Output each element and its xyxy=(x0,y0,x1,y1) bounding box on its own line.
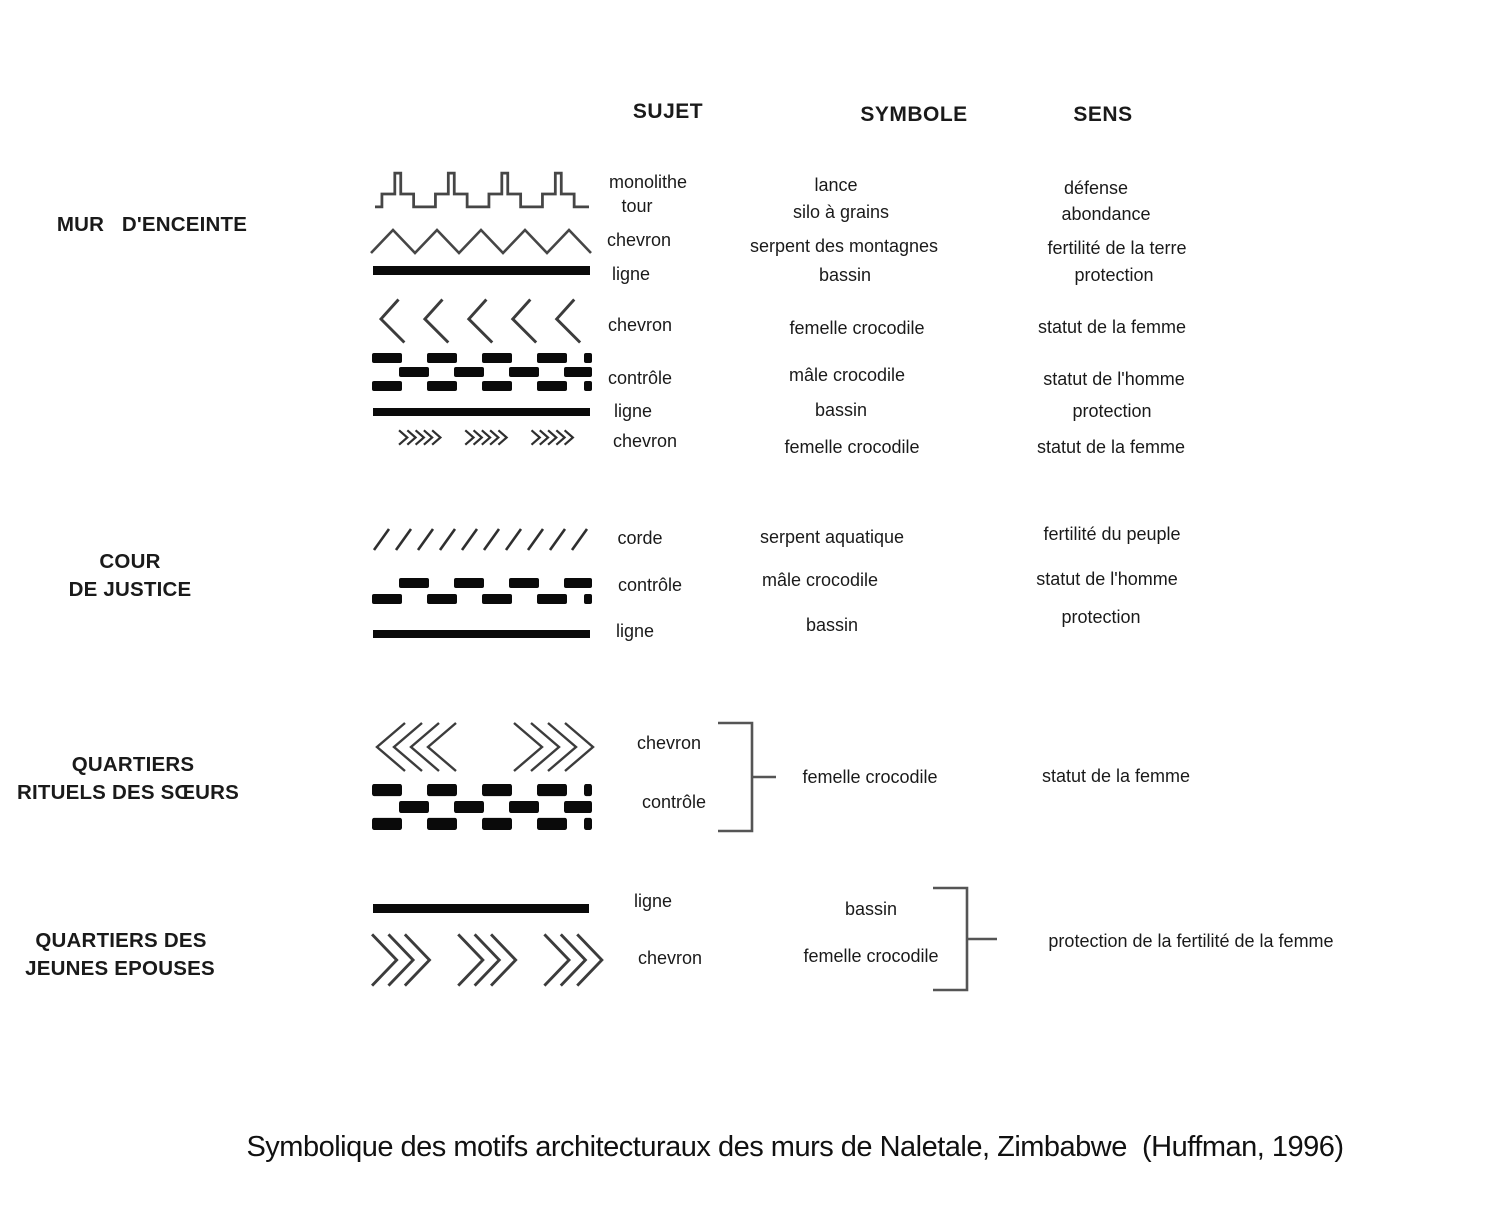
symbole-text: mâle crocodile xyxy=(788,365,906,385)
herringbone-chevrons-icon xyxy=(375,721,595,773)
symbole-text: femelle crocodile xyxy=(802,767,938,787)
checker-dashes-3row-icon xyxy=(372,784,592,830)
symbole-text: lance xyxy=(814,175,858,195)
sujet-label: chevron xyxy=(636,733,702,753)
sens-text: protection xyxy=(1074,265,1154,285)
grouping-bracket xyxy=(929,883,1001,995)
sens-text: statut de la femme xyxy=(1041,766,1191,786)
symbole-text: bassin xyxy=(805,615,859,635)
sens-text: statut de la femme xyxy=(1037,317,1187,337)
symbole-text: femelle crocodile xyxy=(784,437,920,457)
section-label-epouses: QUARTIERS DES xyxy=(35,929,207,952)
sens-text: protection xyxy=(1072,401,1152,421)
thick-line-icon xyxy=(373,408,590,416)
left-chevrons-icon xyxy=(379,297,584,345)
thick-line-icon xyxy=(373,630,590,638)
crenellated-wall-monolith-icon xyxy=(374,167,590,215)
thick-line-icon xyxy=(373,904,589,913)
section-label-cour: COUR xyxy=(99,550,161,573)
section-label-cour-line2: DE JUSTICE xyxy=(68,578,192,601)
figure-caption: Symbolique des motifs architecturaux des murs de Naletale, Zimbabwe (Huffman, 1996) xyxy=(246,1131,1344,1163)
section-label-soeurs-line2: RITUELS DES SŒURS xyxy=(16,781,240,804)
sens-text: fertilité du peuple xyxy=(1043,524,1181,544)
sens-text: abondance xyxy=(1061,204,1151,224)
sens-text: protection de la fertilité de la femme xyxy=(1048,931,1334,951)
checker-dashes-2row-icon xyxy=(372,577,592,605)
sujet-label: ligne xyxy=(611,264,651,284)
sujet-label: chevron xyxy=(607,315,673,335)
sens-text: fertilité de la terre xyxy=(1047,238,1187,258)
sujet-label: ligne xyxy=(615,621,655,641)
thick-line-icon xyxy=(373,266,590,275)
grouping-bracket xyxy=(714,719,778,835)
column-header-sujet: SUJET xyxy=(632,100,704,123)
symbole-text: femelle crocodile xyxy=(789,318,925,338)
sujet-label: chevron xyxy=(637,948,703,968)
sujet-label: monolithe xyxy=(608,172,688,192)
sens-text: statut de l'homme xyxy=(1036,569,1178,589)
small-right-chevrons-icon xyxy=(398,429,576,446)
nested-right-chevrons-icon xyxy=(370,932,608,988)
symbole-text: mâle crocodile xyxy=(761,570,879,590)
sujet-label: contrôle xyxy=(617,575,683,595)
symbole-text: silo à grains xyxy=(792,202,890,222)
sujet-label: contrôle xyxy=(641,792,707,812)
sens-text: statut de la femme xyxy=(1036,437,1186,457)
symbole-text: serpent aquatique xyxy=(759,527,905,547)
sujet-label: ligne xyxy=(613,401,653,421)
sujet-label: tour xyxy=(621,196,653,216)
symbole-text: femelle crocodile xyxy=(803,946,939,966)
symbole-text: bassin xyxy=(814,400,868,420)
zigzag-chevron-icon xyxy=(370,226,592,256)
symbole-text: bassin xyxy=(844,899,898,919)
section-label-epouses-line2: JEUNES EPOUSES xyxy=(25,957,215,980)
sujet-label: ligne xyxy=(633,891,673,911)
sujet-label: chevron xyxy=(606,230,672,250)
symbole-text: bassin xyxy=(818,265,872,285)
column-header-symbole: SYMBOLE xyxy=(860,103,968,126)
sens-text: statut de l'homme xyxy=(1043,369,1185,389)
checker-dashes-3row-icon xyxy=(372,353,592,391)
sujet-label: corde xyxy=(617,528,663,548)
sujet-label: contrôle xyxy=(607,368,673,388)
sens-text: protection xyxy=(1061,607,1141,627)
symbole-text: serpent des montagnes xyxy=(749,236,939,256)
rope-slashes-icon xyxy=(372,527,590,552)
section-label-soeurs: QUARTIERS xyxy=(71,753,195,776)
column-header-sens: SENS xyxy=(1073,103,1133,126)
sens-text: défense xyxy=(1063,178,1129,198)
section-label-mur-denceinte: MUR D'ENCEINTE xyxy=(56,213,248,236)
sujet-label: chevron xyxy=(612,431,678,451)
